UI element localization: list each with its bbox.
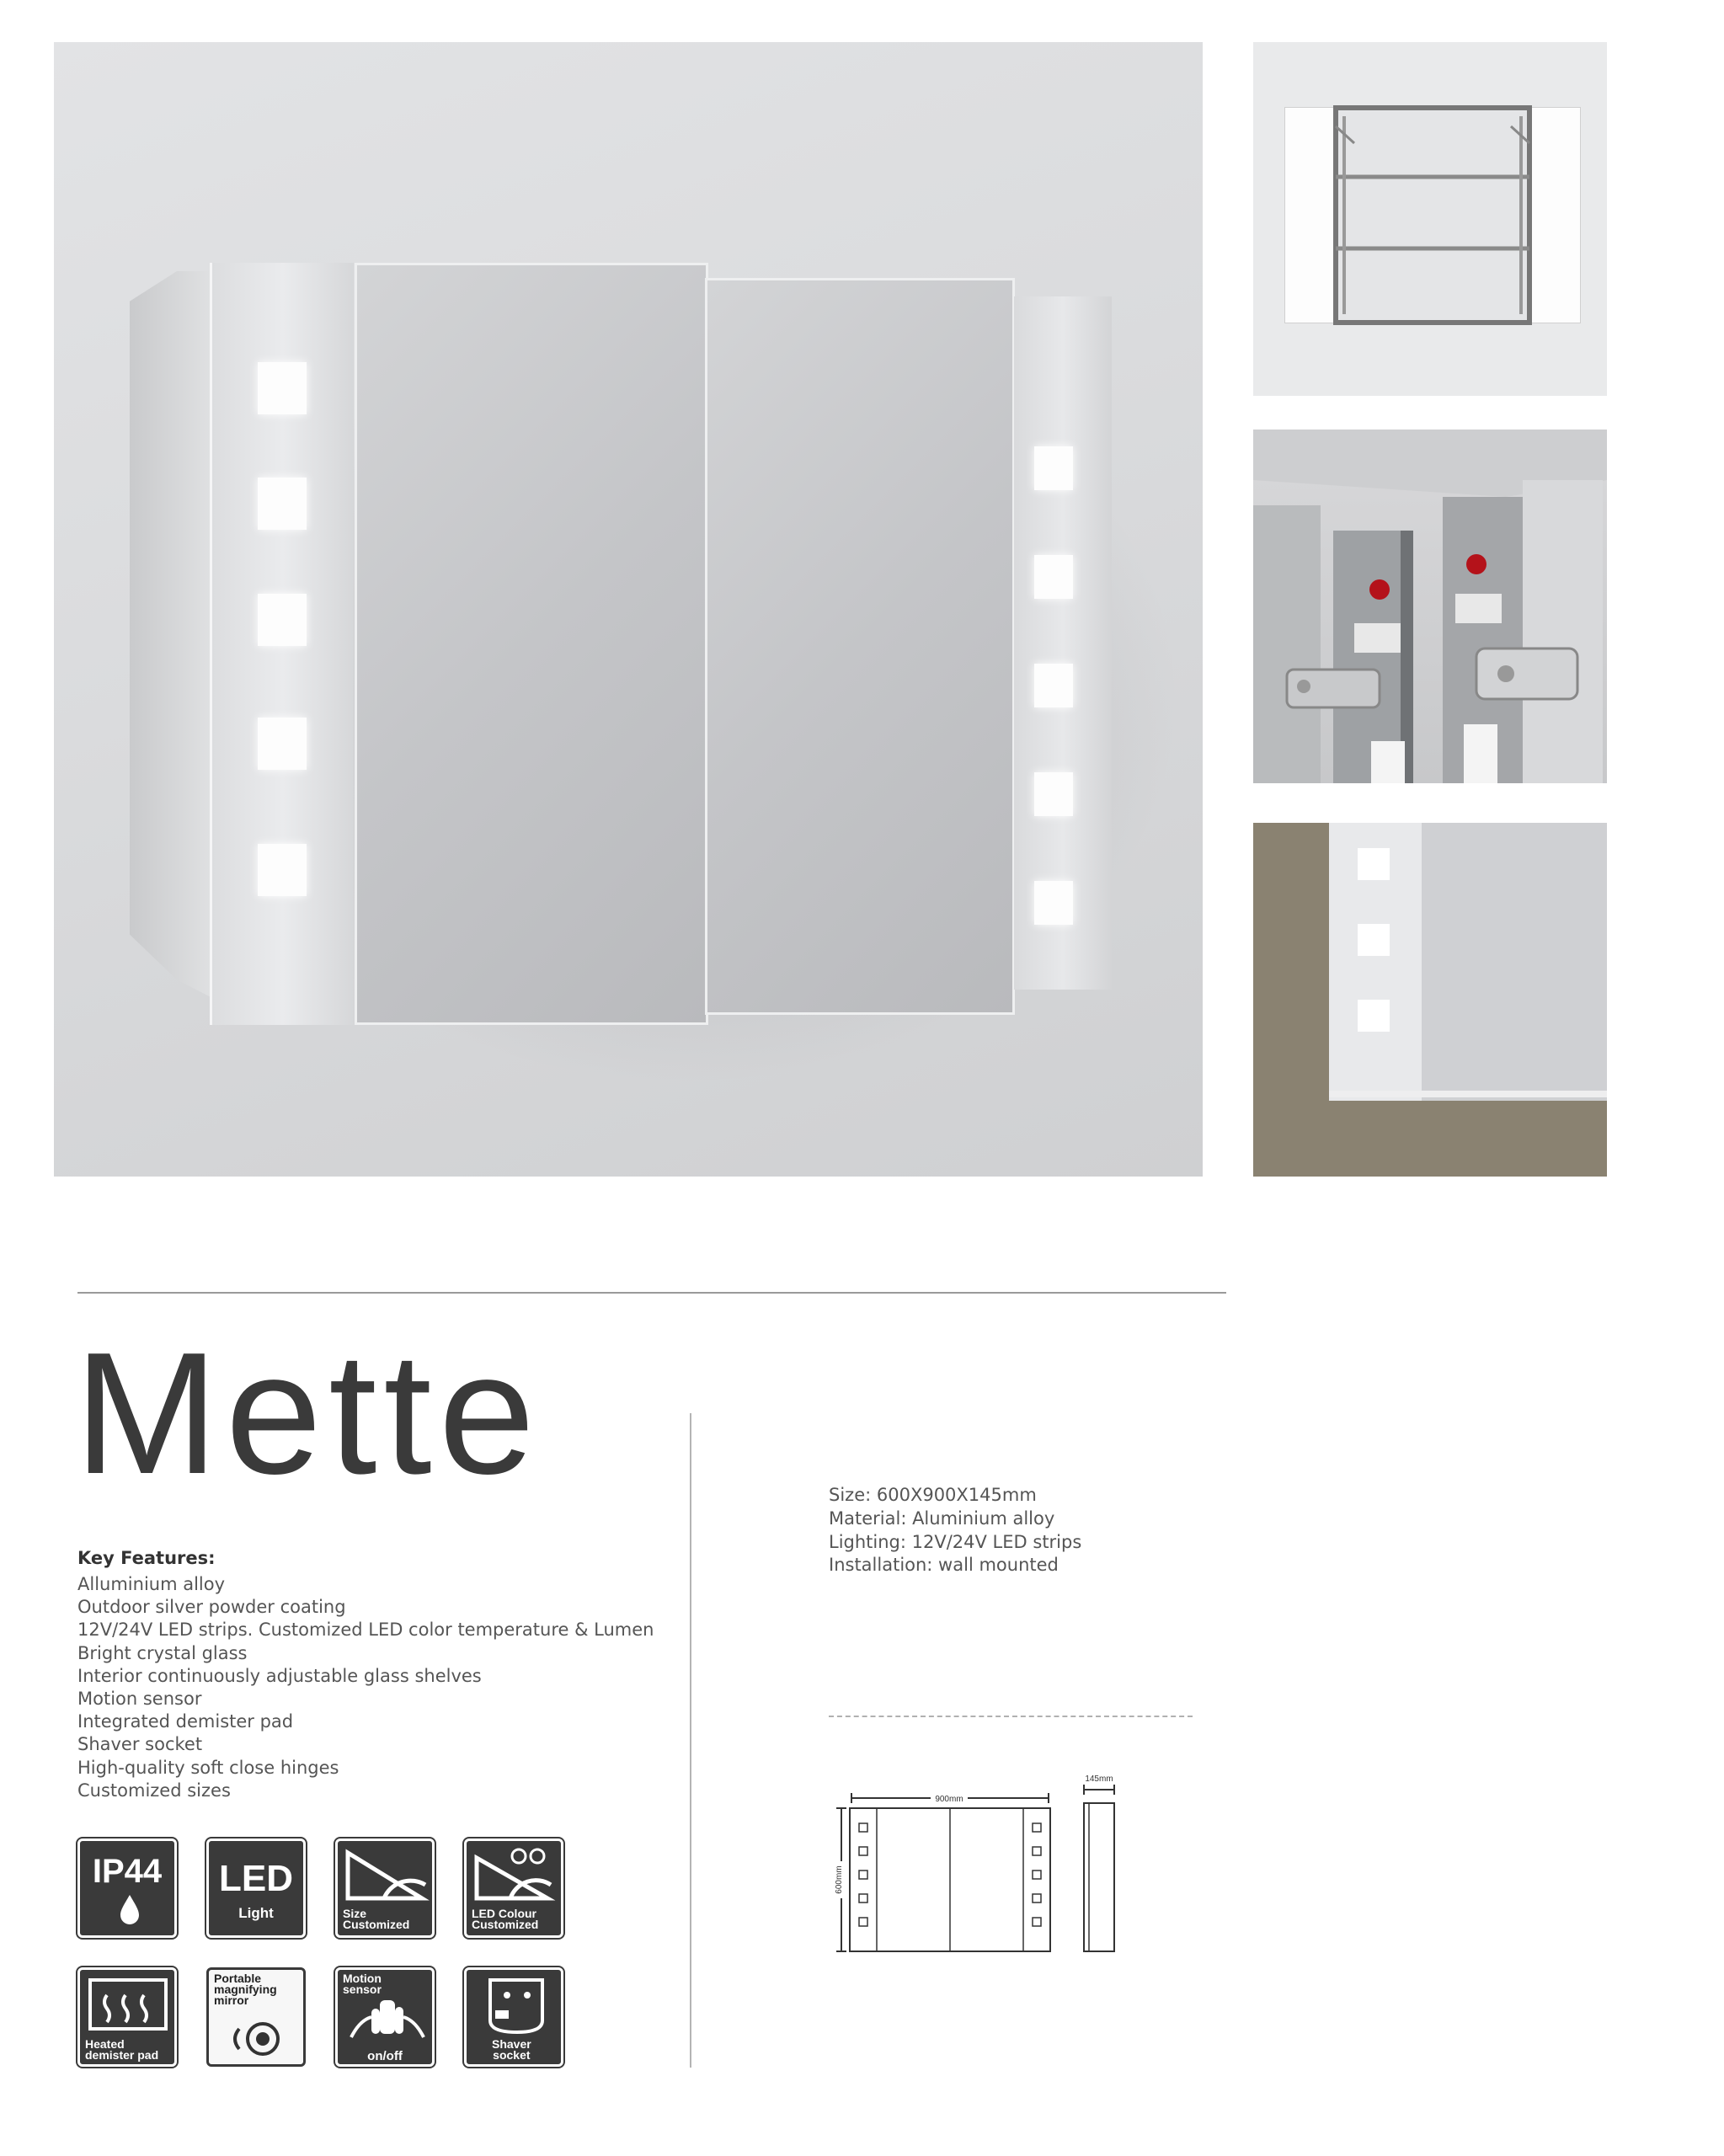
led-light-square: [258, 594, 307, 646]
feature-item: Motion sensor: [77, 1689, 202, 1710]
feature-item: Outdoor silver powder coating: [77, 1597, 346, 1618]
spec-item: Size: 600X900X145mm: [829, 1485, 1037, 1505]
cabinet-mirror-door-right: [705, 278, 1015, 1015]
cabinet-mirror-door-left: [355, 263, 708, 1025]
led-light-square: [258, 362, 307, 414]
motion-sensor-icon: Motion sensor on/off: [335, 1967, 435, 2067]
led-light-square: [1034, 881, 1073, 925]
ip44-icon: IP44: [77, 1838, 177, 1938]
feature-item: Shaver socket: [77, 1734, 203, 1755]
height-label: 600mm: [835, 1865, 844, 1894]
product-title: Mette: [74, 1316, 542, 1510]
led-light-square: [1034, 555, 1073, 599]
heated-demister-pad-icon: Heated demister pad: [77, 1967, 177, 2067]
led-light-icon: LED Light: [206, 1838, 306, 1938]
specifications-list: [829, 1484, 1081, 1577]
dashed-divider: [829, 1716, 1193, 1717]
main-product-photo: [54, 42, 1203, 1177]
spec-item: Material: Aluminium alloy: [829, 1508, 1055, 1529]
cabinet-left-light-strip: [210, 263, 354, 1025]
hinge-detail-photo: [1253, 430, 1607, 783]
interior-shelves-illustration: [1253, 42, 1607, 396]
led-light-square: [1034, 772, 1073, 816]
led-light-square: [258, 478, 307, 530]
feature-item: Customized sizes: [77, 1780, 231, 1801]
magnifier-icon: [209, 1970, 306, 2067]
key-features-heading: Key Features:: [77, 1548, 216, 1568]
dimension-drawing: [821, 1764, 1141, 1967]
led-strip-detail-photo: [1253, 823, 1607, 1177]
feature-item: Alluminium alloy: [77, 1574, 226, 1594]
size-customized-icon: Size Customized: [335, 1838, 435, 1938]
led-colour-customized-icon: LED Colour Customized: [464, 1838, 563, 1938]
feature-item: Interior continuously adjustable glass shelves: [77, 1665, 482, 1686]
feature-item: 12V/24V LED strips. Customized LED color temperature & Lumen: [77, 1620, 654, 1641]
shaver-socket-icon: Shaver socket: [464, 1967, 563, 2067]
portable-magnifying-mirror-icon: Portable magnifying mirror: [206, 1967, 306, 2067]
divider-line: [77, 1292, 1226, 1294]
led-strip-detail-illustration: [1253, 823, 1607, 1177]
width-label: 900mm: [935, 1795, 963, 1804]
hinge-detail-illustration: [1253, 430, 1607, 783]
feature-item: High-quality soft close hinges: [77, 1757, 339, 1778]
led-light-square: [1034, 664, 1073, 707]
led-light-square: [1034, 446, 1073, 490]
feature-item: Bright crystal glass: [77, 1642, 248, 1663]
spec-item: Lighting: 12V/24V LED strips: [829, 1531, 1082, 1552]
led-light-square: [258, 844, 307, 896]
water-drop-icon: [80, 1841, 177, 1938]
led-light-square: [258, 718, 307, 770]
spec-item: Installation: wall mounted: [829, 1555, 1059, 1576]
feature-item: Integrated demister pad: [77, 1711, 294, 1732]
vertical-divider: [690, 1413, 691, 2068]
depth-label: 145mm: [1085, 1774, 1113, 1784]
interior-shelves-photo: [1253, 42, 1607, 396]
key-features-list: [77, 1573, 654, 1802]
cabinet-right-light-strip: [1014, 296, 1112, 990]
